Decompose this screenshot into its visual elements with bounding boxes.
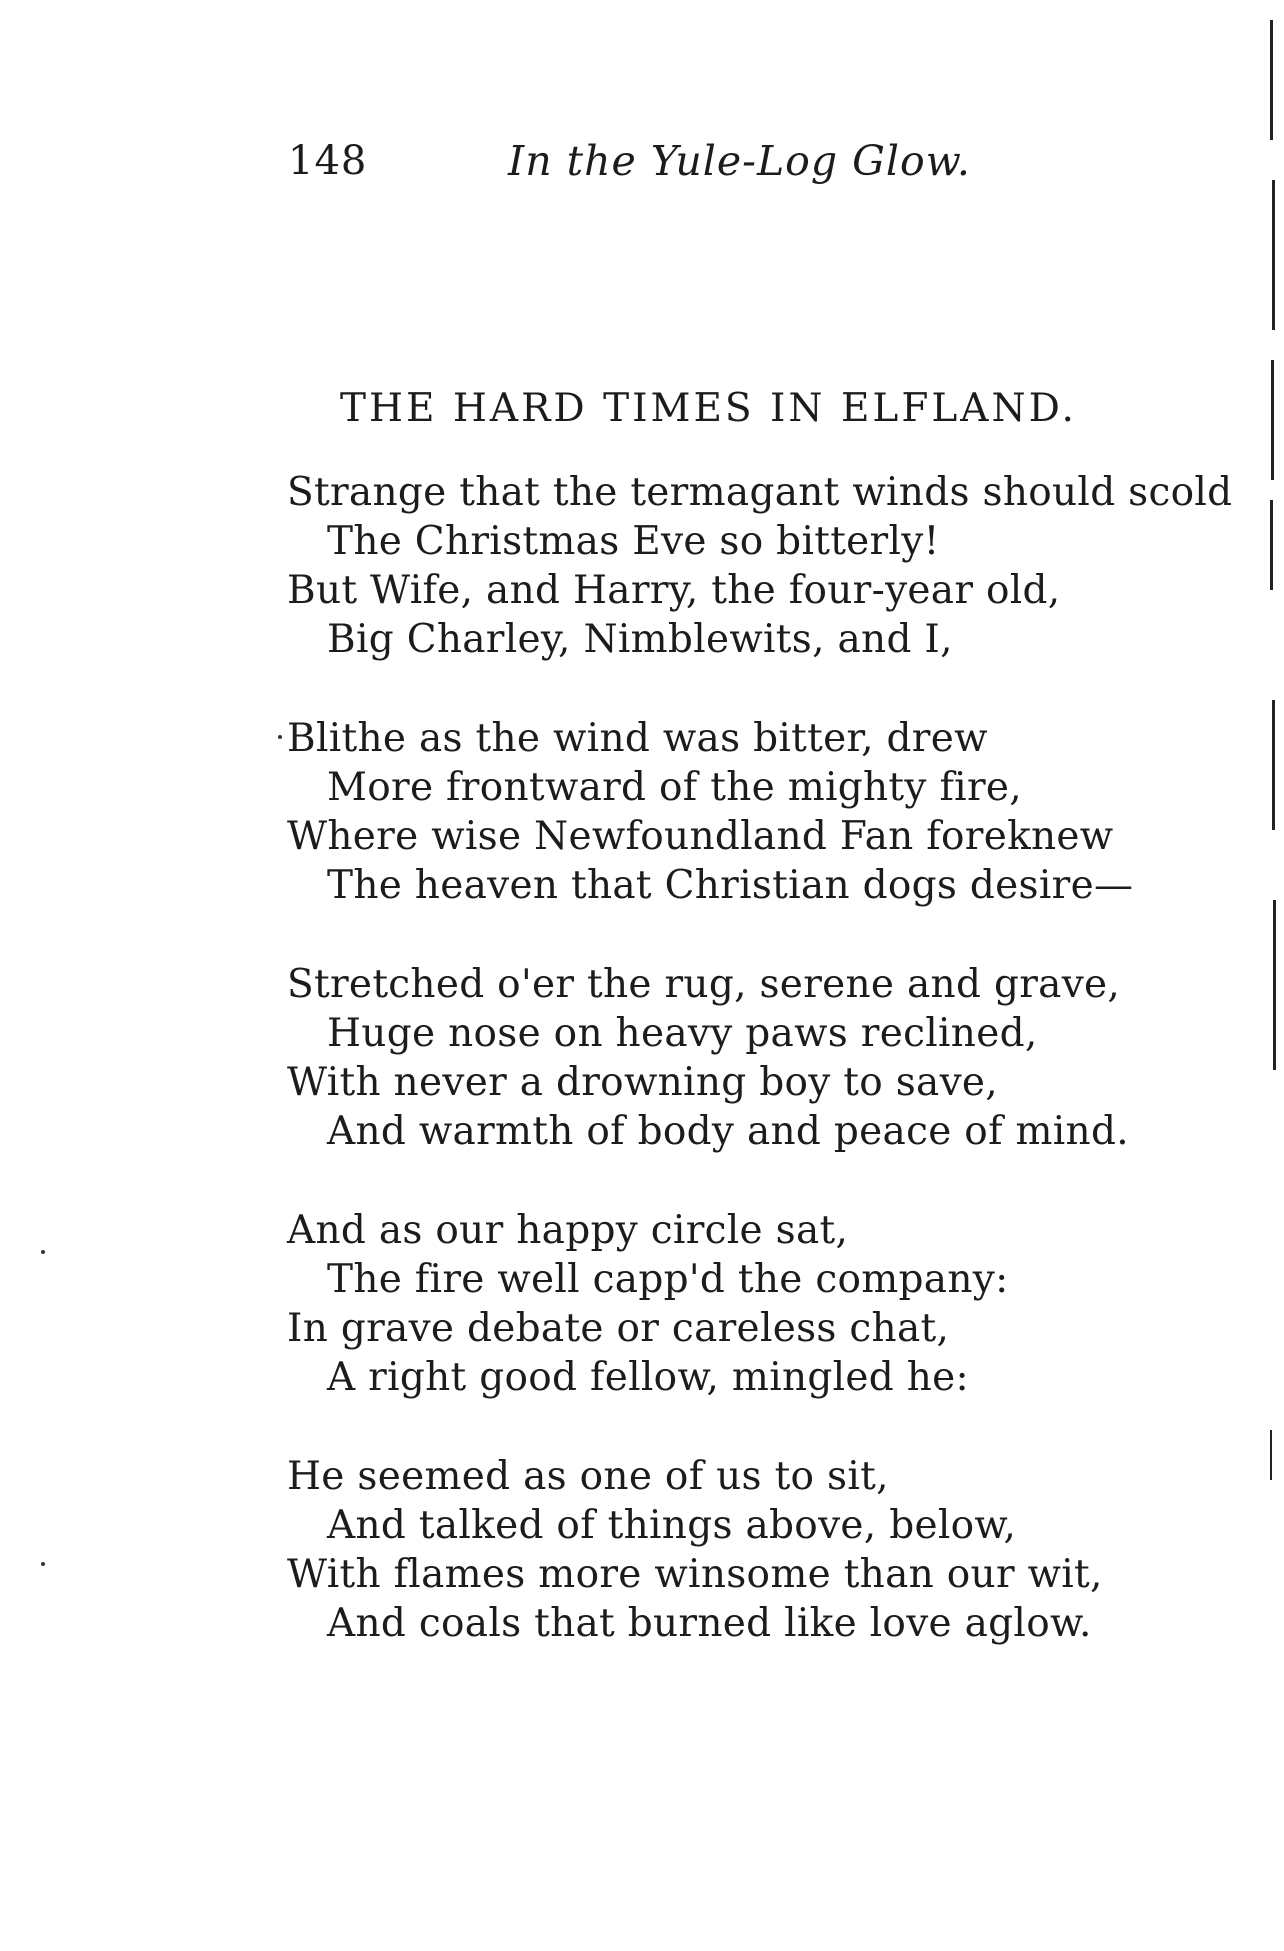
poem-line: A right good fellow, mingled he: [327,1355,969,1400]
poem-line: But Wife, and Harry, the four-year old, [287,568,1061,613]
poem-line: And talked of things above, below, [327,1503,1017,1548]
stanza [287,1206,1187,1402]
poem-line: The Christmas Eve so bitterly! [327,519,940,564]
poem-line: And as our happy circle sat, [287,1208,849,1253]
poem-body [287,468,1233,1698]
poem-line: Blithe as the wind was bitter, drew [287,716,988,761]
scan-speck [41,1250,45,1254]
poem-title: THE HARD TIMES IN ELFLAND. [340,386,1077,431]
poem-line: He seemed as one of us to sit, [287,1454,889,1499]
scan-edge-mark [1273,900,1276,1070]
poem-line: The heaven that Christian dogs desire— [327,863,1134,908]
poem-line: Stretched o'er the rug, serene and grave, [287,962,1121,1007]
stanza [287,1452,1187,1648]
scan-edge-mark [1270,1430,1272,1480]
scan-edge-mark [1270,20,1273,140]
poem-line: In grave debate or careless chat, [287,1306,950,1351]
poem-line: And coals that burned like love aglow. [327,1601,1092,1646]
stanza [287,960,1187,1156]
poem-line: And warmth of body and peace of mind. [327,1109,1129,1154]
poem-line: With flames more winsome than our wit, [287,1552,1103,1597]
poem-line: Strange that the termagant winds should scold [287,470,1233,515]
scan-edge-mark [1271,360,1274,480]
scan-edge-mark [1270,500,1273,590]
stanza [287,714,1187,910]
poem-line: Where wise Newfoundland Fan foreknew [287,814,1114,859]
poem-line: Huge nose on heavy paws reclined, [327,1011,1038,1056]
running-title: In the Yule-Log Glow. [508,137,971,185]
poem-line: More frontward of the mighty fire, [327,765,1022,810]
stanza [287,468,1233,664]
scan-edge-mark [1272,700,1275,830]
scan-speck [41,1562,45,1566]
page-number: 148 [288,138,368,184]
poem-line: Big Charley, Nimblewits, and I, [327,617,953,662]
poem-line: The fire well capp'd the company: [327,1257,1009,1302]
scan-edge-mark [1272,180,1275,330]
poem-line: With never a drowning boy to save, [287,1060,998,1105]
scan-speck [278,735,282,739]
